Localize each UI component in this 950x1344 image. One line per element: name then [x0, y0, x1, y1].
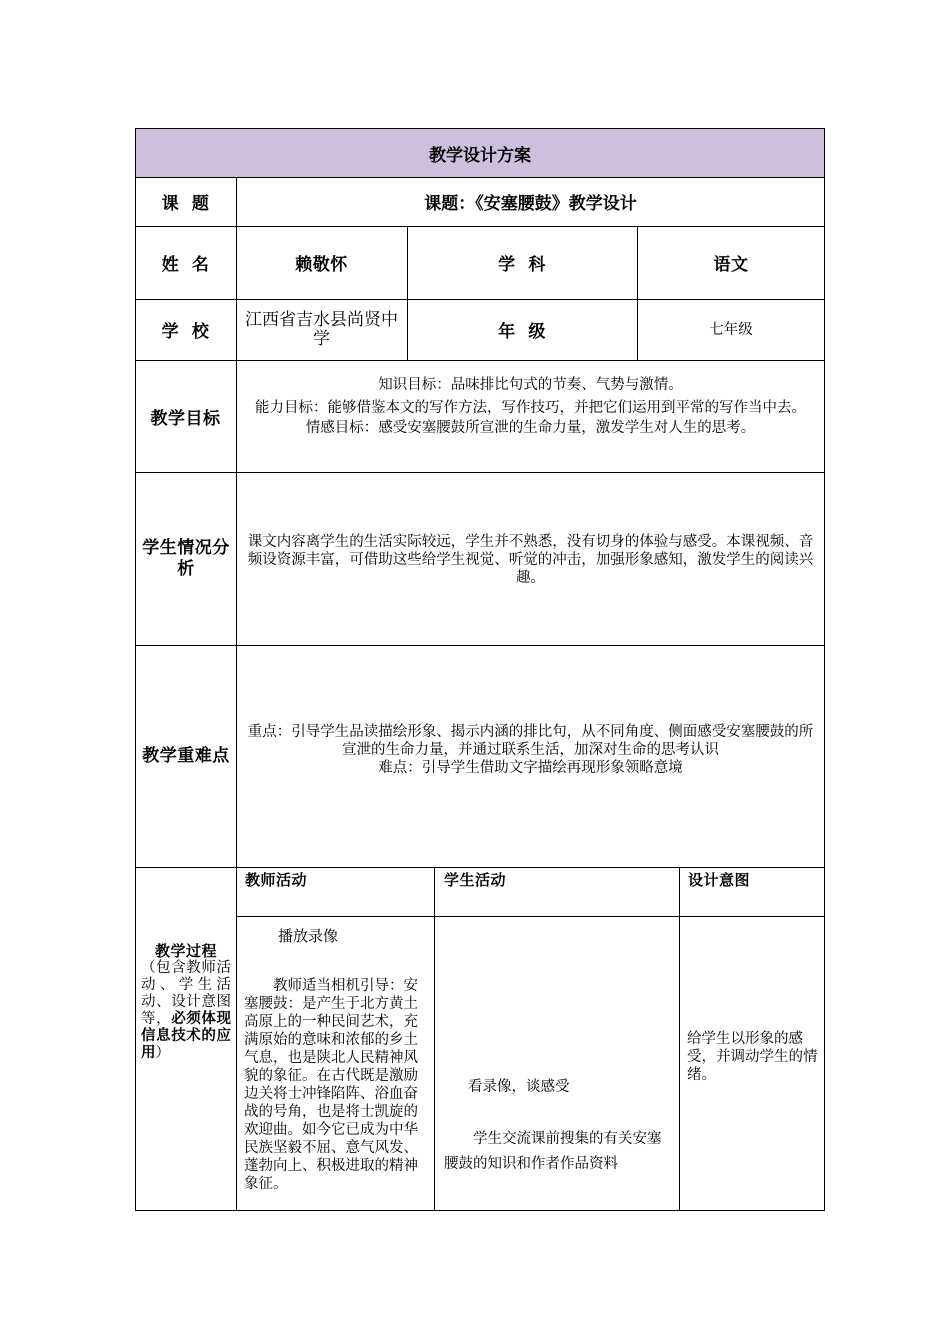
teacher-activity-2: 教师适当相机引导：安塞腰鼓：是产生于北方黄土高原上的一种民间艺术，充满原始的意味和浓郁的乡土气息，也是陕北人民精神风貌的象征。在古代既是激励边关将士冲锋陷阵、浴血奋战的号角，也是将士凯旋的欢迎曲。如今它已成为中华民族坚毅不屈、意气风发、蓬勃向上、积极进取的精神象征。 — [244, 978, 418, 1192]
teacher-activity-1: 播放录像 — [278, 927, 339, 945]
subject-value: 语文 — [713, 255, 749, 275]
subject-label: 学 科 — [498, 255, 546, 275]
topic-value: 课题：《安塞腰鼓》教学设计 — [424, 194, 637, 214]
process-label — [141, 943, 231, 1062]
col-design-intent: 设计意图 — [688, 871, 751, 889]
grade-label: 年 级 — [498, 322, 546, 342]
analysis-label: 学生情况分析 — [142, 537, 230, 579]
design-intent-1: 给学生以形象的感受，并调动学生的情绪。 — [687, 1031, 818, 1083]
goals-content — [240, 376, 821, 437]
process-header-divider — [236, 916, 825, 917]
keypoints-content — [243, 723, 818, 777]
analysis-content: 课文内容离学生的生活实际较远，学生并不熟悉，没有切身的体验与感受。本课视频、音频设资源丰富，可借助这些给学生视觉、听觉的冲击，加强形象感知，激发学生的阅读兴趣。 — [247, 534, 814, 586]
topic-label: 课 题 — [161, 194, 210, 214]
label-column-divider — [236, 177, 237, 1211]
process-column-divider — [679, 867, 680, 1211]
name-label: 姓 名 — [161, 255, 210, 275]
row-divider — [135, 472, 825, 473]
teacher-name: 赖敬怀 — [295, 255, 348, 275]
col-teacher-activity: 教师活动 — [245, 871, 308, 889]
goals-label: 教学目标 — [150, 408, 221, 429]
row-divider — [135, 867, 825, 868]
school-label: 学 校 — [161, 322, 210, 342]
process-label-note: （包含教师活动、学生活动、设计意图等，必须体现信息技术的应用） — [141, 960, 232, 1061]
row-divider — [135, 645, 825, 646]
grade-value: 七年级 — [709, 321, 753, 338]
student-activity-1: 看录像，谈感受 — [468, 1079, 570, 1095]
keypoint-difficulty: 难点：引导学生借助文字描绘再现形象领略意境 — [378, 760, 683, 776]
keypoints-label: 教学重难点 — [142, 745, 230, 766]
goal-emotion: 情感目标：感受安塞腰鼓所宣泄的生命力量，激发学生对人生的思考。 — [305, 420, 756, 436]
col-student-activity: 学生活动 — [444, 871, 507, 889]
process-column-divider — [434, 867, 435, 1211]
row-divider — [135, 360, 825, 361]
goal-ability: 能力目标：能够借鉴本文的写作方法，写作技巧，并把它们运用到平常的写作当中去。 — [255, 400, 806, 416]
process-label-title: 教学过程 — [154, 942, 217, 960]
document-title: 教学设计方案 — [429, 145, 531, 166]
goal-knowledge: 知识目标：品味排比句式的节奏、气势与激情。 — [378, 377, 683, 393]
keypoint-main: 重点：引导学生品读描绘形象、揭示内涵的排比句，从不同角度、侧面感受安塞腰鼓的所宣泄的生命力量，并通过联系生活，加深对生命的思考认识 — [247, 724, 814, 758]
school-value: 江西省吉水县尚贤中学 — [245, 309, 398, 349]
student-activity-2: 学生交流课前搜集的有关安塞腰鼓的知识和作者作品资料 — [444, 1131, 662, 1172]
